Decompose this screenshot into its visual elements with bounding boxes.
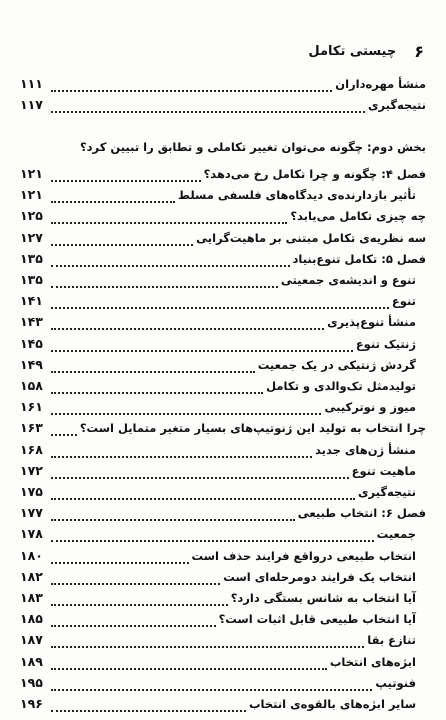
dot-leader bbox=[51, 403, 321, 415]
toc-page-number: ۱۵۸ bbox=[20, 378, 43, 393]
page-number: ۶ bbox=[414, 41, 424, 61]
toc-page-number: ۱۲۵ bbox=[20, 208, 43, 223]
toc-page-number: ۱۱۷ bbox=[20, 97, 43, 112]
toc-page-number: ۱۴۳ bbox=[20, 314, 43, 329]
dot-leader bbox=[51, 276, 278, 288]
toc-entry-title: منشأ تنوع‌پذیری bbox=[327, 315, 416, 329]
toc-entry bbox=[20, 272, 426, 292]
toc-entry bbox=[20, 442, 426, 462]
toc-entry-title: انتخاب یک فرایند دومرحله‌ای است bbox=[223, 570, 416, 584]
toc-entry-title: سه نظریه‌ی تکامل مبتنی بر ماهیت‌گرایی bbox=[196, 231, 426, 245]
toc-page-number: ۱۲۱ bbox=[20, 187, 43, 202]
toc-entry-title: چرا انتخاب به تولید این ژنوتیپ‌های بسیار متغیر متمایل است؟ bbox=[79, 421, 426, 435]
toc-page-number: ۱۴۱ bbox=[20, 293, 43, 308]
toc-page-number: ۱۶۸ bbox=[20, 442, 43, 457]
dot-leader bbox=[51, 234, 193, 246]
toc-page-number: ۱۸۳ bbox=[20, 590, 43, 605]
book-title: چیستی تکامل bbox=[308, 43, 397, 59]
dot-leader bbox=[51, 191, 175, 203]
toc-entry-title: فصل ۶: انتخاب طبیعی bbox=[297, 506, 426, 520]
dot-leader bbox=[51, 80, 332, 92]
toc-page-number: ۱۳۵ bbox=[20, 272, 43, 287]
toc-entry bbox=[20, 548, 426, 568]
toc-page-number: ۱۸۲ bbox=[20, 569, 43, 584]
toc-entry bbox=[20, 505, 426, 525]
dot-leader bbox=[51, 318, 324, 330]
toc-entry-title: جمعیت bbox=[376, 527, 416, 541]
dot-leader bbox=[51, 361, 255, 373]
toc-entry bbox=[20, 696, 426, 716]
toc-entry bbox=[20, 378, 426, 398]
toc-page-number: ۱۸۷ bbox=[20, 632, 43, 647]
dot-leader bbox=[51, 467, 349, 479]
toc-entry-title: چه چیزی تکامل می‌یابد؟ bbox=[290, 209, 426, 223]
toc-entry bbox=[20, 654, 426, 674]
toc-entry-title: ماهیت تنوع bbox=[351, 464, 416, 478]
dot-leader bbox=[51, 255, 290, 267]
toc-page-number: ۱۹۵ bbox=[20, 675, 43, 690]
toc-entry-title: ابژه‌های انتخاب bbox=[329, 655, 416, 669]
toc-entry bbox=[20, 208, 426, 228]
toc-entry bbox=[20, 76, 426, 96]
toc-entry-title: آیا انتخاب طبیعی قابل اثبات است؟ bbox=[218, 612, 416, 626]
dot-leader bbox=[51, 424, 77, 436]
toc-entry bbox=[20, 357, 426, 377]
dot-leader bbox=[51, 679, 372, 691]
toc-entry-title: تنوع bbox=[391, 294, 416, 308]
dot-leader bbox=[51, 700, 246, 712]
toc-page-number: ۱۶۳ bbox=[20, 420, 43, 435]
toc-page-number: ۱۹۶ bbox=[20, 696, 43, 711]
dot-leader bbox=[51, 594, 228, 606]
toc-entry-title: تأثیر بازدارنده‌ی دیدگاه‌های فلسفی مسلط bbox=[178, 188, 416, 202]
toc-entry bbox=[20, 399, 426, 419]
toc-entry bbox=[20, 97, 426, 117]
toc-page-number: ۱۷۸ bbox=[20, 526, 43, 541]
dot-leader bbox=[51, 101, 365, 113]
toc-entry bbox=[20, 187, 426, 207]
toc-page-number: ۱۸۵ bbox=[20, 611, 43, 626]
toc-entry-title: انتخاب طبیعی درواقع فرایند حذف است bbox=[191, 549, 416, 563]
toc-entry bbox=[20, 293, 426, 313]
toc-page-number: ۱۸۹ bbox=[20, 654, 43, 669]
toc-page-number: ۱۷۷ bbox=[20, 505, 43, 520]
toc-entry bbox=[20, 420, 426, 440]
toc-entry-title: تنازع بقا bbox=[367, 633, 416, 647]
toc-entry bbox=[20, 230, 426, 250]
toc-page-number: ۱۲۱ bbox=[20, 166, 43, 181]
toc-entry-title: فنوتیپ bbox=[375, 676, 416, 690]
toc-entry bbox=[20, 314, 426, 334]
dot-leader bbox=[51, 488, 355, 500]
toc-entry-title: منشأ ژن‌های جدید bbox=[314, 443, 416, 457]
toc-entry bbox=[20, 611, 426, 631]
toc-entry-title: نتیجه‌گیری bbox=[357, 485, 416, 499]
toc-entry-title: تنوع و اندیشه‌ی جمعیتی bbox=[280, 273, 416, 287]
toc-entry bbox=[20, 463, 426, 483]
dot-leader bbox=[51, 446, 312, 458]
toc-entry-title: سایر ابژه‌های بالقوه‌ی انتخاب bbox=[248, 697, 416, 711]
toc-page-number: ۱۷۲ bbox=[20, 463, 43, 478]
dot-leader bbox=[51, 552, 189, 564]
toc-page-number: ۱۴۵ bbox=[20, 336, 43, 351]
toc-page-number: ۱۴۹ bbox=[20, 357, 43, 372]
toc-page-number: ۱۷۵ bbox=[20, 484, 43, 499]
dot-leader bbox=[51, 509, 295, 521]
toc-entry-title: گردش ژنتیکی در یک جمعیت bbox=[257, 358, 416, 372]
dot-leader bbox=[51, 658, 327, 670]
dot-leader bbox=[51, 212, 287, 224]
dot-leader bbox=[51, 615, 216, 627]
toc-entry-title: فصل ۵: تکامل تنوع‌بنیاد bbox=[292, 252, 426, 266]
toc-entry bbox=[20, 166, 426, 186]
toc-entry bbox=[20, 526, 426, 546]
toc-entry bbox=[20, 484, 426, 504]
toc-page-number: ۱۸۰ bbox=[20, 548, 43, 563]
dot-leader bbox=[51, 297, 389, 309]
toc-entry-title: منشأ مهره‌داران bbox=[335, 77, 426, 91]
toc-page-number: ۱۱۱ bbox=[20, 76, 43, 91]
dot-leader bbox=[51, 636, 364, 648]
dot-leader bbox=[51, 170, 201, 182]
dot-leader bbox=[51, 340, 353, 352]
toc-page-number: ۱۳۵ bbox=[20, 251, 43, 266]
toc-entry bbox=[20, 632, 426, 652]
section-title: بخش دوم: چگونه می‌توان تغییر تکاملی و تطابق را تبیین کرد؟ bbox=[79, 140, 426, 154]
toc-entry bbox=[20, 675, 426, 695]
dot-leader bbox=[51, 573, 220, 585]
toc-entry bbox=[20, 590, 426, 610]
toc-entry-title: آیا انتخاب به شانس بستگی دارد؟ bbox=[230, 591, 416, 605]
toc-entry-title: میوز و نوترکیبی bbox=[324, 400, 416, 414]
toc-entry-title: ژنتیک تنوع bbox=[355, 337, 416, 351]
toc-entry-title: نتیجه‌گیری bbox=[367, 98, 426, 112]
dot-leader bbox=[51, 530, 374, 542]
toc-page-number: ۱۲۷ bbox=[20, 230, 43, 245]
table-of-contents bbox=[20, 0, 426, 720]
toc-page-number: ۱۶۱ bbox=[20, 399, 43, 414]
toc-entry bbox=[20, 569, 426, 589]
dot-leader bbox=[51, 382, 263, 394]
toc-entry-title: فصل ۴: چگونه و چرا تکامل رخ می‌دهد؟ bbox=[203, 167, 426, 181]
toc-entry bbox=[20, 336, 426, 356]
toc-entry bbox=[20, 251, 426, 271]
toc-entry-title: تولیدمثل تک‌والدی و تکامل bbox=[266, 379, 416, 393]
